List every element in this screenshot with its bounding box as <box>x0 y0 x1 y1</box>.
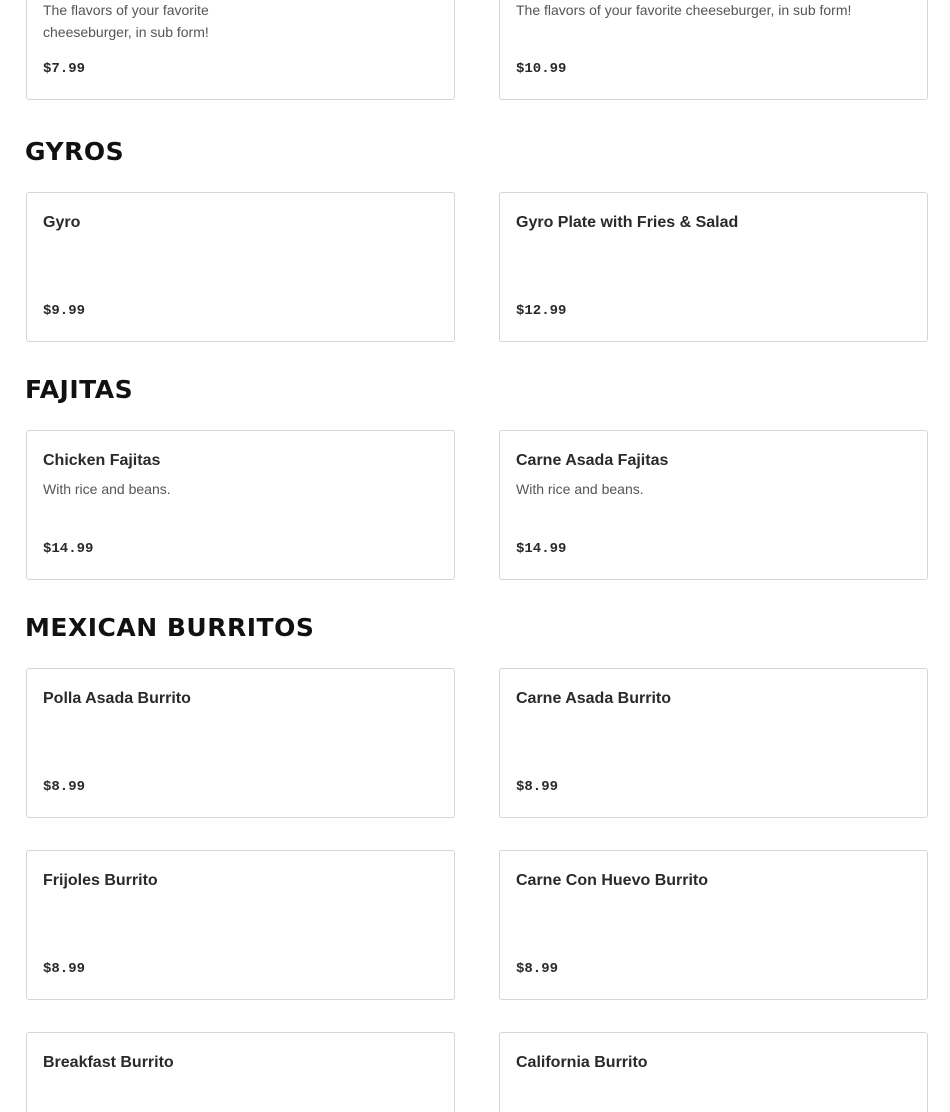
menu-item-price: $8.99 <box>516 961 559 977</box>
menu-item-price: $9.99 <box>43 303 86 319</box>
menu-item-price: $8.99 <box>43 779 86 795</box>
menu-item-price: $10.99 <box>516 61 567 77</box>
menu-item-name: Frijoles Burrito <box>43 872 158 889</box>
menu-item-card[interactable] <box>26 1032 455 1112</box>
menu-item-description: With rice and beans. <box>43 481 171 497</box>
section-title-mexican-burritos: MEXICAN BURRITOS <box>25 613 315 642</box>
menu-item-card[interactable] <box>26 192 455 342</box>
menu-item-price: $7.99 <box>43 61 86 77</box>
menu-item-name: Breakfast Burrito <box>43 1054 174 1071</box>
menu-item-card[interactable] <box>26 668 455 818</box>
menu-item-name: California Burrito <box>516 1054 648 1071</box>
menu-item-card[interactable] <box>26 430 455 580</box>
menu-item-card[interactable] <box>499 0 928 100</box>
section-title-fajitas: FAJITAS <box>25 375 134 404</box>
menu-item-card[interactable] <box>26 850 455 1000</box>
menu-item-name: Polla Asada Burrito <box>43 690 191 707</box>
menu-item-card[interactable] <box>499 430 928 580</box>
section-title-gyros: GYROS <box>25 137 125 166</box>
menu-item-price: $8.99 <box>43 961 86 977</box>
menu-item-card[interactable] <box>499 1032 928 1112</box>
menu-item-description: The flavors of your favorite cheeseburger, in sub form! <box>516 2 852 18</box>
menu-item-name: Gyro Plate with Fries & Salad <box>516 214 739 231</box>
menu-item-price: $14.99 <box>516 541 567 557</box>
menu-item-card[interactable] <box>26 0 455 100</box>
menu-item-name: Chicken Fajitas <box>43 452 161 469</box>
menu-item-name: Gyro <box>43 214 81 231</box>
menu-item-name: Carne Asada Fajitas <box>516 452 669 469</box>
menu-item-description: With rice and beans. <box>516 481 644 497</box>
menu-item-card[interactable] <box>499 192 928 342</box>
menu-item-price: $14.99 <box>43 541 94 557</box>
menu-item-name: Carne Con Huevo Burrito <box>516 872 709 889</box>
menu-item-price: $12.99 <box>516 303 567 319</box>
menu-item-card[interactable] <box>499 850 928 1000</box>
menu-item-card[interactable] <box>499 668 928 818</box>
menu-item-price: $8.99 <box>516 779 559 795</box>
menu-item-description: The flavors of your favorite cheeseburger, in sub form! <box>43 2 209 40</box>
menu-item-name: Carne Asada Burrito <box>516 690 671 707</box>
